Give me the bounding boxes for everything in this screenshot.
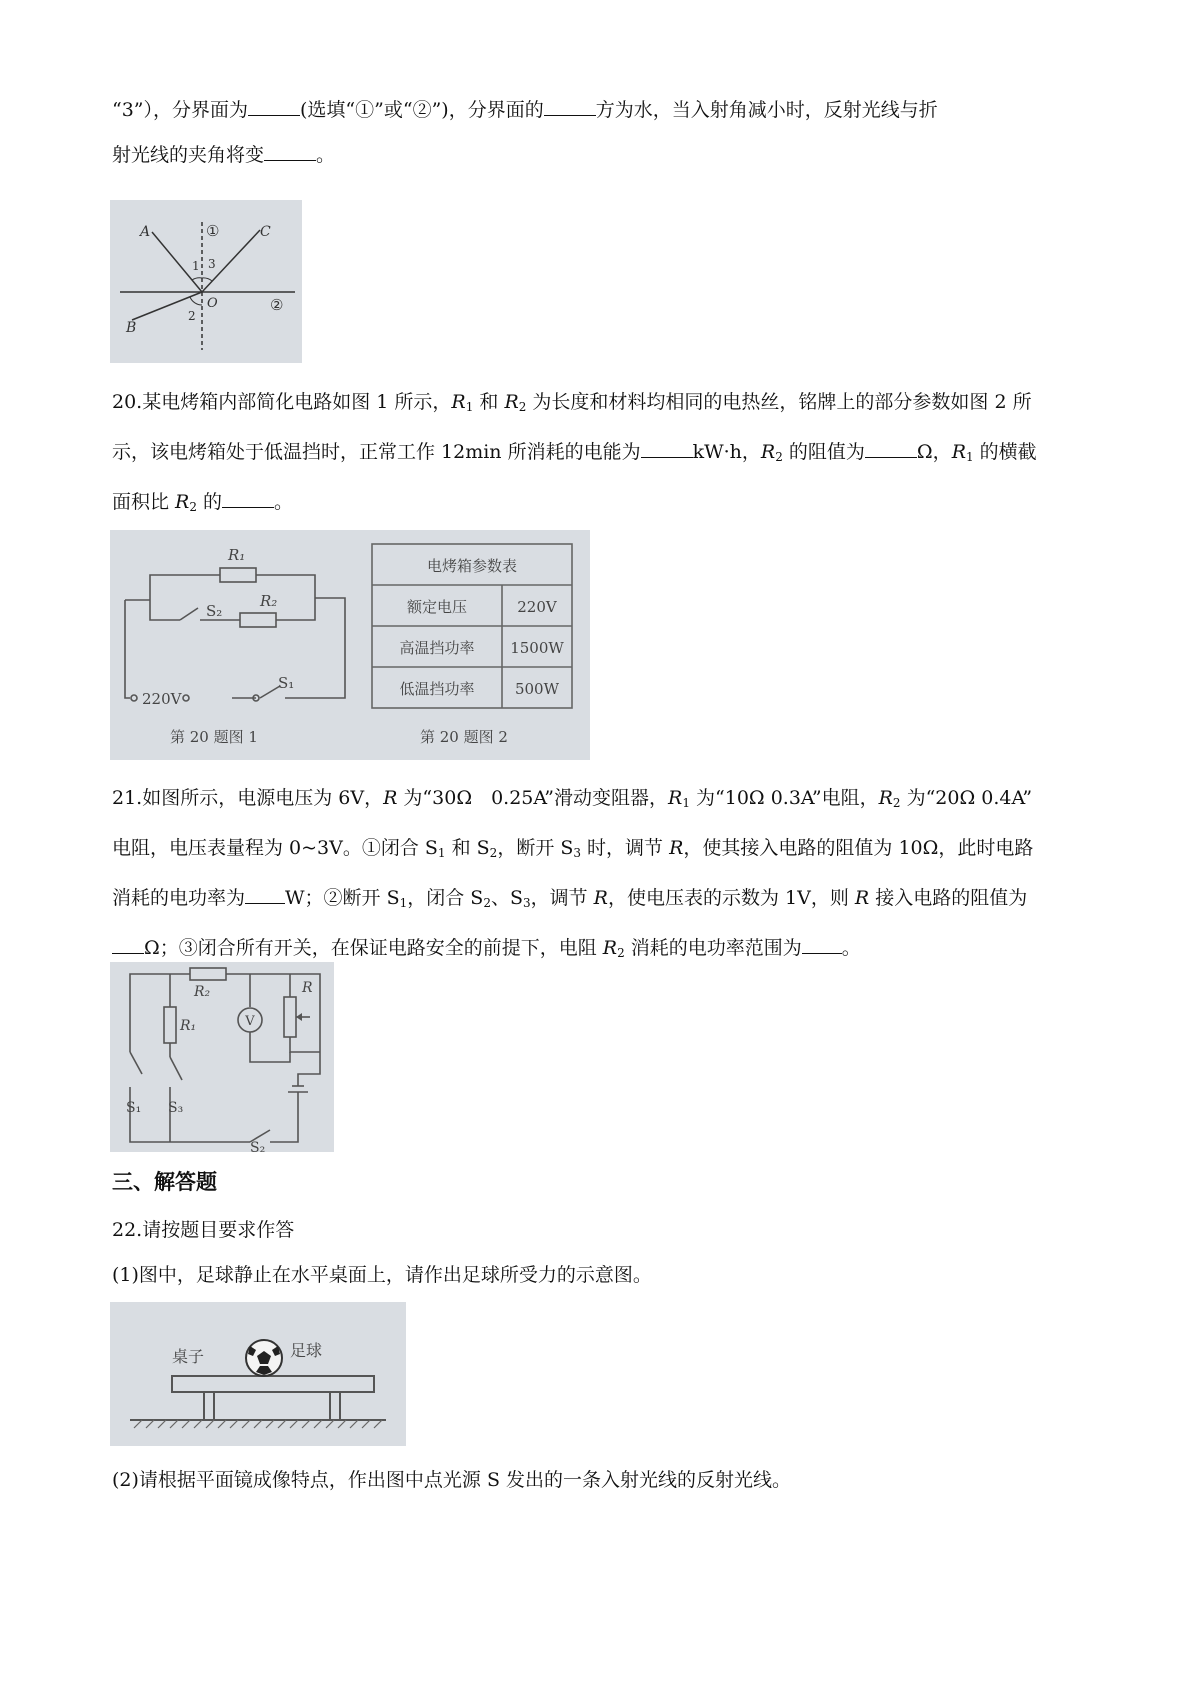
question-21-text: 21.如图所示，电源电压为 6V，R 为“30Ω 0.25A”滑动变阻器，$R_1$ 为“10Ω 0.3A”电阻，$R_2$ 为“20Ω 0.4A” 电阻，电压表量程为 0~3V。①闭合 $S_1$ 和 $S_2$，断开 $S_3$ 时，调节 R，使其接入电路的阻值为 10Ω，此时电路 消耗的电功率为 W；②断开 $S_1$，闭合 $S_2$、$S_3$，调节 R，使电压表的示数为 1V，则 R 接入电路的阻值为 Ω；③闭合所有开关，在保证电路安全的前提下，电阻 $R_2$ 消耗的电功率范围为 。 (112, 787, 1034, 960)
table-row-rated-voltage-key: 额定电压 (406, 598, 468, 616)
table-row-rated-voltage-value: 220V (517, 598, 557, 616)
figure-20 (110, 530, 590, 760)
figure-21-circuit (110, 962, 334, 1152)
s2-label: S₂ (206, 602, 223, 620)
region-1-label: ① (206, 222, 220, 240)
question-22-part-2-text: (2)请根据平面镜成像特点，作出图中点光源 S 发出的一条入射光线的反射光线。 (112, 1469, 792, 1491)
question-20-text: 20.某电烤箱内部简化电路如图 1 所示，$R_1$ 和 $R_2$ 为长度和材料均相同的电热丝，铭牌上的部分参数如图 2 所 示，该电烤箱处于低温挡时，正常工作 12min 所消耗的电能为 kW·h，$R_2$ 的阻值为 Ω，$R_1$ 的横截 面积比 $R_2$ 的 。 (112, 391, 1037, 514)
circuit-diagram (110, 962, 334, 1152)
r2-label: R₂ (260, 592, 278, 610)
refraction-diagram (110, 200, 302, 363)
label-C: C (260, 224, 271, 240)
desk-label: 桌子 (172, 1347, 205, 1366)
figure-19-refraction (110, 200, 302, 363)
label-A: A (140, 224, 151, 240)
figure-20-2-caption: 第 20 题图 2 (420, 728, 508, 746)
question-19-text: “3”），分界面为 (选填“①”或“②”)，分界面的 方为水，当入射角减小时，反射光线与折 射光线的夹角将变 。 (112, 88, 1102, 178)
rheostat-label: R (302, 980, 313, 996)
table-row-high-power-key: 高温挡功率 (399, 639, 475, 657)
table-title: 电烤箱参数表 (426, 557, 518, 575)
label-O: O (207, 296, 218, 311)
r2-label: R₂ (194, 984, 211, 1000)
football-icon (246, 1340, 282, 1376)
s3-label: S₃ (168, 1100, 184, 1116)
s2-label: S₂ (250, 1140, 266, 1152)
question-22-text: 22.请按题目要求作答 (1)图中，足球静止在水平桌面上，请作出足球所受力的示意图。 (112, 1219, 652, 1286)
oven-circuit-and-table (110, 530, 590, 760)
table-row-low-power-value: 500W (514, 680, 560, 698)
region-2-label: ② (270, 296, 284, 314)
angle-1-label: 1 (192, 259, 200, 273)
angle-2-label: 2 (188, 309, 196, 323)
r1-label: R₁ (228, 546, 246, 564)
table-row-low-power-key: 低温挡功率 (399, 680, 475, 698)
s1-label: S₁ (126, 1100, 142, 1116)
voltage-label: 220V (142, 690, 182, 708)
voltmeter-label: V (245, 1014, 255, 1029)
label-B: B (126, 320, 137, 336)
ball-label: 足球 (290, 1341, 323, 1360)
angle-3-label: 3 (208, 257, 216, 271)
figure-20-1-caption: 第 20 题图 1 (170, 728, 258, 746)
football-on-desk (110, 1302, 406, 1446)
r1-label: R₁ (180, 1018, 197, 1034)
s1-label: S₁ (278, 674, 295, 692)
figure-22-football (110, 1302, 406, 1446)
table-row-high-power-value: 1500W (510, 639, 564, 657)
section-3-heading: 三、解答题 (112, 1170, 217, 1194)
